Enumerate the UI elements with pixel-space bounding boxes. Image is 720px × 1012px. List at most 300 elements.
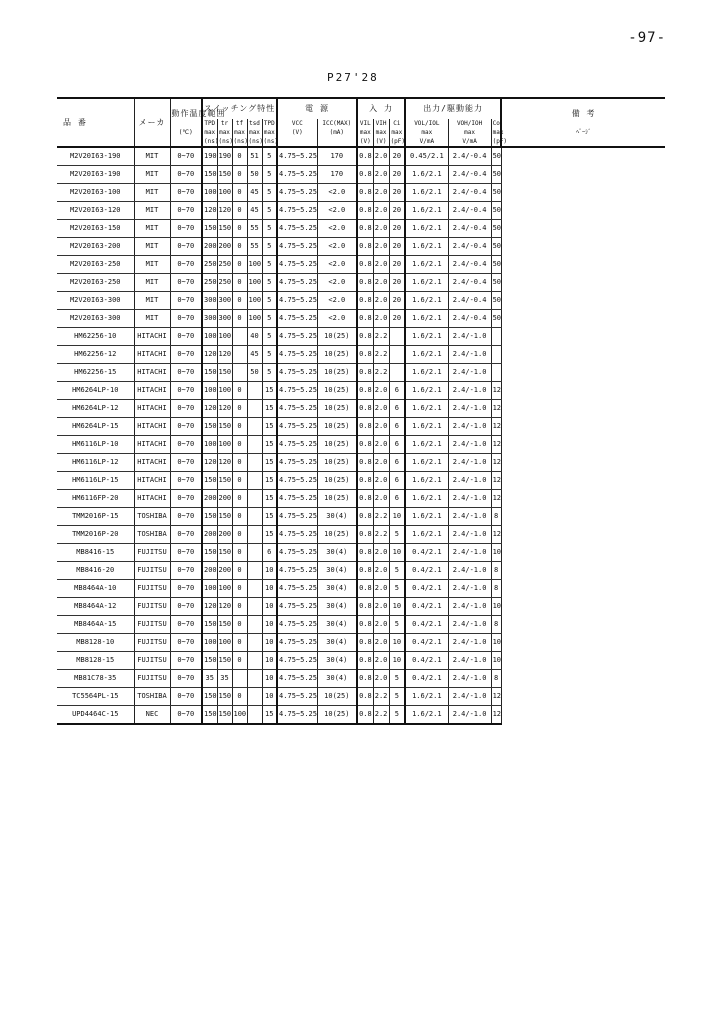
tr-cell: 150 bbox=[217, 508, 232, 526]
maker-cell: NEC bbox=[134, 706, 170, 725]
tf-cell: 0 bbox=[232, 202, 247, 220]
vih-cell: 2.0 bbox=[373, 454, 389, 472]
vih-cell: 2.0 bbox=[373, 238, 389, 256]
tr-cell: 150 bbox=[217, 616, 232, 634]
co-cell: 12 bbox=[491, 706, 501, 725]
voh-cell: 2.4/-1.0 bbox=[448, 418, 491, 436]
temp-cell: 0~70 bbox=[170, 634, 202, 652]
tf-cell: 0 bbox=[232, 580, 247, 598]
col-vil: VIL bbox=[357, 119, 373, 128]
part-no-cell: M2V20I63-300 bbox=[57, 310, 134, 328]
co-cell: 10 bbox=[491, 634, 501, 652]
tsd-cell bbox=[247, 454, 262, 472]
vih-cell: 2.2 bbox=[373, 346, 389, 364]
icc-cell: 170 bbox=[317, 166, 357, 184]
temp-cell: 0~70 bbox=[170, 670, 202, 688]
vil-cell: 0.8 bbox=[357, 256, 373, 274]
voh-cell: 2.4/-1.0 bbox=[448, 382, 491, 400]
col-remarks: 備 考 bbox=[501, 98, 665, 128]
tpd-cell: 100 bbox=[202, 184, 217, 202]
tpd2-cell: 5 bbox=[262, 238, 277, 256]
col-part-no: 品 番 bbox=[63, 117, 87, 127]
tpd-cell: 200 bbox=[202, 490, 217, 508]
tpd-cell: 35 bbox=[202, 670, 217, 688]
col-tr: tr bbox=[217, 119, 232, 128]
maker-cell: TOSHIBA bbox=[134, 688, 170, 706]
tpd-cell: 150 bbox=[202, 706, 217, 725]
vcc-cell: 4.75~5.25 bbox=[277, 634, 317, 652]
maker-cell: MIT bbox=[134, 238, 170, 256]
vil-cell: 0.8 bbox=[357, 634, 373, 652]
vol-cell: 1.6/2.1 bbox=[405, 238, 448, 256]
tr-cell: 100 bbox=[217, 328, 232, 346]
tpd2-cell: 15 bbox=[262, 490, 277, 508]
tf-cell: 0 bbox=[232, 634, 247, 652]
col-tpd-2: TPD bbox=[262, 119, 277, 128]
tr-cell: 150 bbox=[217, 544, 232, 562]
co-cell: 50 bbox=[491, 256, 501, 274]
tf-cell: 0 bbox=[232, 274, 247, 292]
voh-cell: 2.4/-1.0 bbox=[448, 400, 491, 418]
vcc-cell: 4.75~5.25 bbox=[277, 436, 317, 454]
voh-cell: 2.4/-1.0 bbox=[448, 706, 491, 725]
tpd2-cell: 10 bbox=[262, 652, 277, 670]
temp-cell: 0~70 bbox=[170, 166, 202, 184]
tr-cell: 150 bbox=[217, 472, 232, 490]
maker-cell: MIT bbox=[134, 292, 170, 310]
tpd2-cell: 5 bbox=[262, 328, 277, 346]
vol-cell: 1.6/2.1 bbox=[405, 346, 448, 364]
vih-cell: 2.0 bbox=[373, 544, 389, 562]
voh-cell: 2.4/-0.4 bbox=[448, 184, 491, 202]
vil-cell: 0.8 bbox=[357, 346, 373, 364]
temp-cell: 0~70 bbox=[170, 454, 202, 472]
table-row bbox=[57, 346, 665, 364]
tsd-cell bbox=[247, 616, 262, 634]
table-row bbox=[57, 616, 665, 634]
table-row bbox=[57, 508, 665, 526]
vih-cell: 2.0 bbox=[373, 274, 389, 292]
remarks-cell bbox=[501, 580, 665, 598]
group-output: 出力/駆動能力 bbox=[405, 98, 501, 119]
temp-cell: 0~70 bbox=[170, 490, 202, 508]
icc-cell: 10(25) bbox=[317, 346, 357, 364]
voh-cell: 2.4/-0.4 bbox=[448, 166, 491, 184]
remarks-cell bbox=[501, 454, 665, 472]
tpd-cell: 150 bbox=[202, 508, 217, 526]
co-cell: 50 bbox=[491, 292, 501, 310]
temp-cell: 0~70 bbox=[170, 688, 202, 706]
tr-cell: 100 bbox=[217, 184, 232, 202]
table-row bbox=[57, 418, 665, 436]
vol-cell: 1.6/2.1 bbox=[405, 490, 448, 508]
tr-cell: 150 bbox=[217, 220, 232, 238]
icc-cell: <2.0 bbox=[317, 202, 357, 220]
vol-cell: 1.6/2.1 bbox=[405, 418, 448, 436]
tsd-cell bbox=[247, 652, 262, 670]
tsd-cell bbox=[247, 544, 262, 562]
vol-cell: 1.6/2.1 bbox=[405, 328, 448, 346]
ci-cell: 20 bbox=[389, 220, 405, 238]
tf-cell: 0 bbox=[232, 616, 247, 634]
group-input: 入 力 bbox=[357, 98, 405, 119]
vol-cell: 0.4/2.1 bbox=[405, 580, 448, 598]
part-no-cell: HM6264LP-15 bbox=[57, 418, 134, 436]
icc-cell: 30(4) bbox=[317, 598, 357, 616]
voh-cell: 2.4/-0.4 bbox=[448, 310, 491, 328]
table-row bbox=[57, 562, 665, 580]
voh-cell: 2.4/-0.4 bbox=[448, 274, 491, 292]
tpd2-cell: 5 bbox=[262, 256, 277, 274]
tpd2-cell: 15 bbox=[262, 400, 277, 418]
vol-cell: 1.6/2.1 bbox=[405, 256, 448, 274]
voh-cell: 2.4/-1.0 bbox=[448, 580, 491, 598]
remarks-cell bbox=[501, 400, 665, 418]
maker-cell: HITACHI bbox=[134, 382, 170, 400]
ci-cell: 20 bbox=[389, 238, 405, 256]
document-reference: P27'28 bbox=[327, 71, 379, 84]
voh-cell: 2.4/-1.0 bbox=[448, 472, 491, 490]
table-row bbox=[57, 580, 665, 598]
tpd-cell: 200 bbox=[202, 562, 217, 580]
tf-cell: 0 bbox=[232, 454, 247, 472]
col-voh-ioh: VOH/IOH bbox=[448, 119, 491, 128]
remarks-cell bbox=[501, 220, 665, 238]
voh-cell: 2.4/-1.0 bbox=[448, 328, 491, 346]
ci-cell: 10 bbox=[389, 544, 405, 562]
unit-tr: (ns) bbox=[217, 137, 232, 147]
table-row bbox=[57, 706, 665, 725]
tpd2-cell: 15 bbox=[262, 436, 277, 454]
vcc-cell: 4.75~5.25 bbox=[277, 328, 317, 346]
icc-cell: 30(4) bbox=[317, 562, 357, 580]
tpd2-cell: 10 bbox=[262, 670, 277, 688]
co-cell: 8 bbox=[491, 670, 501, 688]
vil-cell: 0.8 bbox=[357, 238, 373, 256]
remarks-cell bbox=[501, 508, 665, 526]
part-no-cell: M2V20I63-190 bbox=[57, 166, 134, 184]
maker-cell: MIT bbox=[134, 274, 170, 292]
table-row bbox=[57, 256, 665, 274]
temp-cell: 0~70 bbox=[170, 544, 202, 562]
tsd-cell: 45 bbox=[247, 184, 262, 202]
tf-cell: 0 bbox=[232, 544, 247, 562]
vol-cell: 1.6/2.1 bbox=[405, 400, 448, 418]
vil-cell: 0.8 bbox=[357, 364, 373, 382]
part-no-cell: TMM2016P-20 bbox=[57, 526, 134, 544]
maker-cell: TOSHIBA bbox=[134, 508, 170, 526]
tr-cell: 150 bbox=[217, 418, 232, 436]
tpd2-cell: 15 bbox=[262, 382, 277, 400]
icc-cell: 30(4) bbox=[317, 508, 357, 526]
vil-cell: 0.8 bbox=[357, 418, 373, 436]
icc-cell: 30(4) bbox=[317, 616, 357, 634]
remarks-cell bbox=[501, 670, 665, 688]
icc-cell: 10(25) bbox=[317, 688, 357, 706]
tsd-cell: 45 bbox=[247, 202, 262, 220]
co-cell: 12 bbox=[491, 688, 501, 706]
vil-cell: 0.8 bbox=[357, 382, 373, 400]
icc-cell: 10(25) bbox=[317, 706, 357, 725]
vcc-cell: 4.75~5.25 bbox=[277, 544, 317, 562]
vcc-cell: 4.75~5.25 bbox=[277, 652, 317, 670]
tpd2-cell: 5 bbox=[262, 364, 277, 382]
temp-cell: 0~70 bbox=[170, 184, 202, 202]
tr-cell: 200 bbox=[217, 562, 232, 580]
ci-cell: 10 bbox=[389, 652, 405, 670]
tr-cell: 35 bbox=[217, 670, 232, 688]
remarks-cell bbox=[501, 652, 665, 670]
voh-cell: 2.4/-1.0 bbox=[448, 562, 491, 580]
table-row bbox=[57, 220, 665, 238]
table-row bbox=[57, 292, 665, 310]
vcc-cell: 4.75~5.25 bbox=[277, 616, 317, 634]
unit-vcc-2 bbox=[277, 137, 317, 147]
temp-cell: 0~70 bbox=[170, 400, 202, 418]
co-cell: 12 bbox=[491, 418, 501, 436]
ci-cell: 6 bbox=[389, 400, 405, 418]
tsd-cell: 51 bbox=[247, 147, 262, 166]
unit-vih: (V) bbox=[373, 137, 389, 147]
tpd-cell: 190 bbox=[202, 147, 217, 166]
tpd2-cell: 15 bbox=[262, 454, 277, 472]
vol-cell: 0.45/2.1 bbox=[405, 147, 448, 166]
vil-cell: 0.8 bbox=[357, 436, 373, 454]
remarks-cell bbox=[501, 238, 665, 256]
unit-tpd: (ns) bbox=[202, 137, 217, 147]
vil-cell: 0.8 bbox=[357, 598, 373, 616]
tf-cell: 0 bbox=[232, 238, 247, 256]
voh-cell: 2.4/-0.4 bbox=[448, 256, 491, 274]
co-cell: 12 bbox=[491, 526, 501, 544]
vcc-cell: 4.75~5.25 bbox=[277, 472, 317, 490]
co-cell: 8 bbox=[491, 508, 501, 526]
ci-cell: 5 bbox=[389, 526, 405, 544]
max-tpd: max bbox=[202, 128, 217, 137]
tsd-cell bbox=[247, 706, 262, 725]
temp-cell: 0~70 bbox=[170, 274, 202, 292]
tpd2-cell: 5 bbox=[262, 274, 277, 292]
table-row bbox=[57, 274, 665, 292]
remarks-cell bbox=[501, 688, 665, 706]
tpd-cell: 300 bbox=[202, 310, 217, 328]
vol-cell: 1.6/2.1 bbox=[405, 526, 448, 544]
vih-cell: 2.2 bbox=[373, 364, 389, 382]
vil-cell: 0.8 bbox=[357, 328, 373, 346]
ci-cell bbox=[389, 364, 405, 382]
tpd2-cell: 5 bbox=[262, 147, 277, 166]
vcc-cell: 4.75~5.25 bbox=[277, 238, 317, 256]
vcc-cell: 4.75~5.25 bbox=[277, 202, 317, 220]
tr-cell: 100 bbox=[217, 382, 232, 400]
part-no-cell: M2V20I63-250 bbox=[57, 256, 134, 274]
voh-cell: 2.4/-1.0 bbox=[448, 526, 491, 544]
max-vol: max bbox=[405, 128, 448, 137]
table-row bbox=[57, 202, 665, 220]
icc-cell: 30(4) bbox=[317, 580, 357, 598]
voh-cell: 2.4/-0.4 bbox=[448, 238, 491, 256]
table-row bbox=[57, 184, 665, 202]
ci-cell: 6 bbox=[389, 418, 405, 436]
temp-cell: 0~70 bbox=[170, 652, 202, 670]
part-no-cell: MB81C78-35 bbox=[57, 670, 134, 688]
tr-cell: 250 bbox=[217, 256, 232, 274]
tsd-cell: 100 bbox=[247, 274, 262, 292]
vol-cell: 1.6/2.1 bbox=[405, 436, 448, 454]
ci-cell: 6 bbox=[389, 382, 405, 400]
voh-cell: 2.4/-1.0 bbox=[448, 634, 491, 652]
group-power: 電 源 bbox=[277, 98, 357, 119]
tsd-cell: 40 bbox=[247, 328, 262, 346]
icc-cell: 10(25) bbox=[317, 436, 357, 454]
maker-cell: TOSHIBA bbox=[134, 526, 170, 544]
remarks-cell bbox=[501, 706, 665, 725]
vcc-cell: 4.75~5.25 bbox=[277, 670, 317, 688]
unit-temp-blank bbox=[170, 137, 202, 147]
tf-cell: 0 bbox=[232, 382, 247, 400]
tpd-cell: 100 bbox=[202, 328, 217, 346]
vcc-cell: 4.75~5.25 bbox=[277, 490, 317, 508]
ci-cell: 5 bbox=[389, 562, 405, 580]
vih-cell: 2.0 bbox=[373, 490, 389, 508]
vil-cell: 0.8 bbox=[357, 526, 373, 544]
unit-icc-2 bbox=[317, 137, 357, 147]
co-cell: 12 bbox=[491, 472, 501, 490]
tpd2-cell: 5 bbox=[262, 166, 277, 184]
maker-cell: HITACHI bbox=[134, 454, 170, 472]
vol-cell: 1.6/2.1 bbox=[405, 364, 448, 382]
vil-cell: 0.8 bbox=[357, 274, 373, 292]
tpd-cell: 300 bbox=[202, 292, 217, 310]
temp-cell: 0~70 bbox=[170, 436, 202, 454]
ci-cell: 5 bbox=[389, 706, 405, 725]
vil-cell: 0.8 bbox=[357, 688, 373, 706]
tsd-cell bbox=[247, 526, 262, 544]
vih-cell: 2.2 bbox=[373, 526, 389, 544]
remarks-sub: ﾍﾟｰｼﾞ bbox=[501, 128, 665, 137]
tr-cell: 120 bbox=[217, 202, 232, 220]
unit-vol: V/mA bbox=[405, 137, 448, 147]
col-vol-iol: VOL/IOL bbox=[405, 119, 448, 128]
icc-cell: <2.0 bbox=[317, 220, 357, 238]
tpd2-cell: 15 bbox=[262, 472, 277, 490]
vih-cell: 2.0 bbox=[373, 400, 389, 418]
part-no-cell: M2V20I63-100 bbox=[57, 184, 134, 202]
vih-cell: 2.0 bbox=[373, 382, 389, 400]
tpd-cell: 150 bbox=[202, 652, 217, 670]
icc-cell: <2.0 bbox=[317, 238, 357, 256]
vih-cell: 2.0 bbox=[373, 202, 389, 220]
col-vih: VIH bbox=[373, 119, 389, 128]
tf-cell: 0 bbox=[232, 526, 247, 544]
vcc-cell: 4.75~5.25 bbox=[277, 382, 317, 400]
vih-cell: 2.0 bbox=[373, 580, 389, 598]
vcc-cell: 4.75~5.25 bbox=[277, 688, 317, 706]
vcc-cell: 4.75~5.25 bbox=[277, 346, 317, 364]
tsd-cell bbox=[247, 688, 262, 706]
part-no-cell: M2V20I63-250 bbox=[57, 274, 134, 292]
vol-cell: 0.4/2.1 bbox=[405, 562, 448, 580]
icc-cell: 10(25) bbox=[317, 472, 357, 490]
tsd-cell: 55 bbox=[247, 220, 262, 238]
table-row bbox=[57, 688, 665, 706]
tr-cell: 150 bbox=[217, 364, 232, 382]
table-row bbox=[57, 166, 665, 184]
maker-cell: FUJITSU bbox=[134, 634, 170, 652]
tf-cell: 0 bbox=[232, 256, 247, 274]
vcc-cell: 4.75~5.25 bbox=[277, 580, 317, 598]
tr-cell: 150 bbox=[217, 688, 232, 706]
maker-cell: MIT bbox=[134, 256, 170, 274]
tsd-cell: 50 bbox=[247, 364, 262, 382]
tr-cell: 100 bbox=[217, 580, 232, 598]
vcc-cell: 4.75~5.25 bbox=[277, 598, 317, 616]
temp-cell: 0~70 bbox=[170, 364, 202, 382]
tpd2-cell: 10 bbox=[262, 580, 277, 598]
tsd-cell bbox=[247, 634, 262, 652]
voh-cell: 2.4/-1.0 bbox=[448, 346, 491, 364]
remarks-cell bbox=[501, 562, 665, 580]
unit-tf: (ns) bbox=[232, 137, 247, 147]
vih-cell: 2.0 bbox=[373, 310, 389, 328]
vol-cell: 0.4/2.1 bbox=[405, 634, 448, 652]
tpd2-cell: 15 bbox=[262, 418, 277, 436]
tr-cell: 200 bbox=[217, 238, 232, 256]
tsd-cell bbox=[247, 670, 262, 688]
remarks-cell bbox=[501, 418, 665, 436]
icc-cell: 10(25) bbox=[317, 490, 357, 508]
vcc-cell: 4.75~5.25 bbox=[277, 508, 317, 526]
tpd-cell: 150 bbox=[202, 544, 217, 562]
part-no-cell: MB8416-20 bbox=[57, 562, 134, 580]
col-vcc: VCC bbox=[277, 119, 317, 128]
remarks-cell bbox=[501, 292, 665, 310]
tpd2-cell: 10 bbox=[262, 616, 277, 634]
ci-cell: 10 bbox=[389, 634, 405, 652]
table-row bbox=[57, 147, 665, 166]
maker-cell: FUJITSU bbox=[134, 544, 170, 562]
table-row bbox=[57, 436, 665, 454]
icc-cell: 10(25) bbox=[317, 418, 357, 436]
maker-cell: FUJITSU bbox=[134, 598, 170, 616]
tsd-cell: 55 bbox=[247, 238, 262, 256]
part-no-cell: M2V20I63-120 bbox=[57, 202, 134, 220]
vih-cell: 2.2 bbox=[373, 688, 389, 706]
part-no-cell: HM62256-10 bbox=[57, 328, 134, 346]
vil-cell: 0.8 bbox=[357, 184, 373, 202]
vih-cell: 2.0 bbox=[373, 634, 389, 652]
temp-cell: 0~70 bbox=[170, 328, 202, 346]
maker-cell: HITACHI bbox=[134, 490, 170, 508]
vol-cell: 1.6/2.1 bbox=[405, 472, 448, 490]
tsd-cell bbox=[247, 418, 262, 436]
vil-cell: 0.8 bbox=[357, 562, 373, 580]
icc-cell: 10(25) bbox=[317, 400, 357, 418]
tf-cell bbox=[232, 364, 247, 382]
co-cell: 10 bbox=[491, 544, 501, 562]
co-cell: 50 bbox=[491, 310, 501, 328]
part-no-cell: MB8464A-15 bbox=[57, 616, 134, 634]
tpd2-cell: 5 bbox=[262, 292, 277, 310]
tf-cell: 0 bbox=[232, 220, 247, 238]
voh-cell: 2.4/-1.0 bbox=[448, 688, 491, 706]
table-row bbox=[57, 598, 665, 616]
tr-cell: 120 bbox=[217, 598, 232, 616]
vil-cell: 0.8 bbox=[357, 508, 373, 526]
tpd2-cell: 15 bbox=[262, 508, 277, 526]
tpd2-cell: 6 bbox=[262, 544, 277, 562]
vcc-cell: 4.75~5.25 bbox=[277, 400, 317, 418]
